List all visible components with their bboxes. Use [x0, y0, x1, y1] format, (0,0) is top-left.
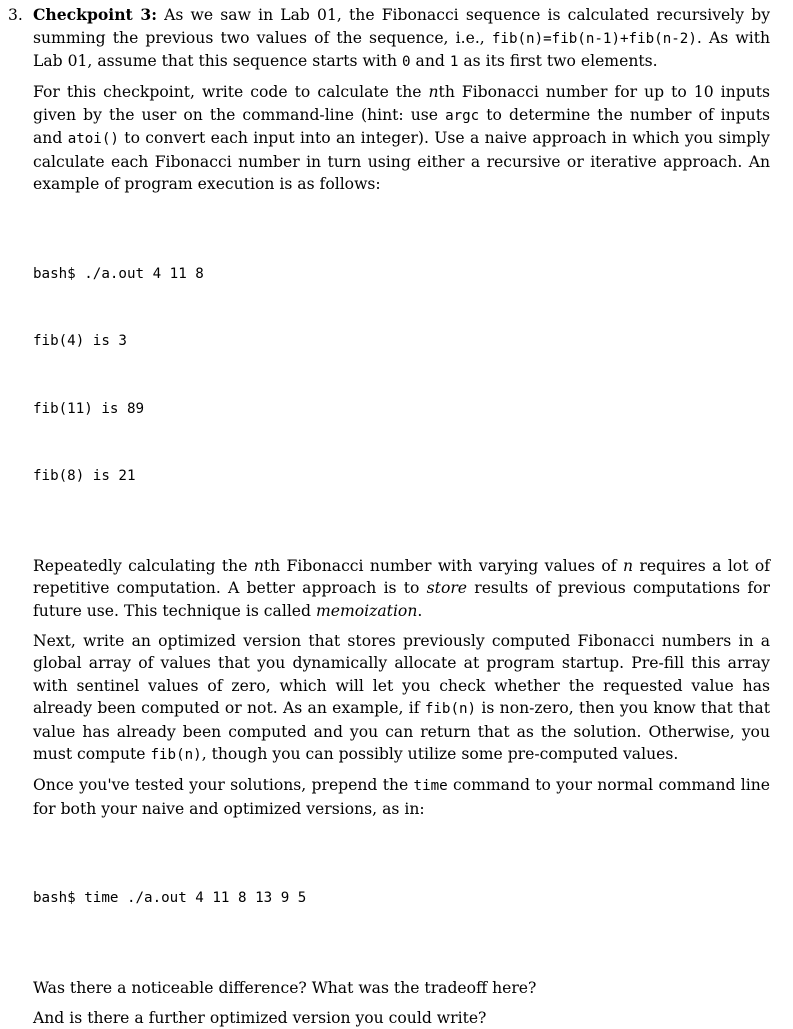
time-code-block — [33, 842, 770, 955]
math-n: n — [254, 557, 264, 575]
fib-n-code: fib(n) — [425, 701, 476, 717]
store-emphasis: store — [427, 579, 467, 597]
intro-paragraph: Checkpoint 3: As we saw in Lab 01, the Fibonacci sequence is calculated recursively by summing the previous two values of the sequence, i.e., fib(n)=fib(n-1)+fib(n-2). As with Lab 01, assume that this sequence starts with 0 and 1 as its first two elements. — [33, 4, 770, 74]
code-line: bash$ time ./a.out 4 11 8 13 9 5 — [33, 887, 770, 910]
fib-recurrence-code: fib(n)=fib(n-1)+fib(n-2) — [492, 31, 697, 47]
memoization-paragraph: Repeatedly calculating the nth Fibonacci number with varying values of n requires a lot of repetitive computation. A better approach is to store results of previous computations for future use. This technique is called memoization. — [33, 555, 770, 623]
item-body — [33, 4, 770, 1029]
one-code: 1 — [450, 54, 459, 70]
argc-code: argc — [445, 108, 479, 124]
followup-paragraph: And is there a further optimized version you could write? — [33, 1007, 770, 1029]
time-code: time — [414, 778, 448, 794]
time-paragraph: Once you've tested your solutions, prepend the time command to your normal command line for both your naive and optimized versions, as in: — [33, 774, 770, 820]
item-number: 3. — [8, 4, 23, 27]
zero-code: 0 — [402, 54, 411, 70]
memoization-term: memoization — [316, 602, 417, 620]
fib-n-code: fib(n) — [150, 747, 201, 763]
code-line: bash$ ./a.out 4 11 8 — [33, 263, 770, 286]
code-line: fib(11) is 89 — [33, 398, 770, 421]
question-paragraph: Was there a noticeable difference? What was the tradeoff here? — [33, 977, 770, 1000]
math-n: n — [623, 557, 633, 575]
code-line: fib(8) is 21 — [33, 465, 770, 488]
optimized-paragraph: Next, write an optimized version that stores previously computed Fibonacci numbers in a global array of values that you dynamically allocate at program startup. Pre-fill this array with sentinel values of zero, which will let you check whether the requested value has already been computed or not. As an example, if fib(n) is non-zero, then you know that that value has already been computed and you can return that as the solution. Otherwise, you must compute fib(n), though you can possibly utilize some pre-computed values. — [33, 630, 770, 767]
naive-paragraph: For this checkpoint, write code to calculate the nth Fibonacci number for up to 10 inputs given by the user on the command-line (hint: use argc to determine the number of inputs and atoi() to convert each input into an integer). Use a naive approach in which you simply calculate each Fibonacci number in turn using either a recursive or iterative approach. An example of program execution is as follows: — [33, 81, 770, 196]
example-code-block — [33, 218, 770, 533]
checkpoint-heading: Checkpoint 3: — [33, 5, 157, 24]
atoi-code: atoi() — [68, 131, 119, 147]
math-n: n — [429, 83, 439, 101]
code-line: fib(4) is 3 — [33, 330, 770, 353]
